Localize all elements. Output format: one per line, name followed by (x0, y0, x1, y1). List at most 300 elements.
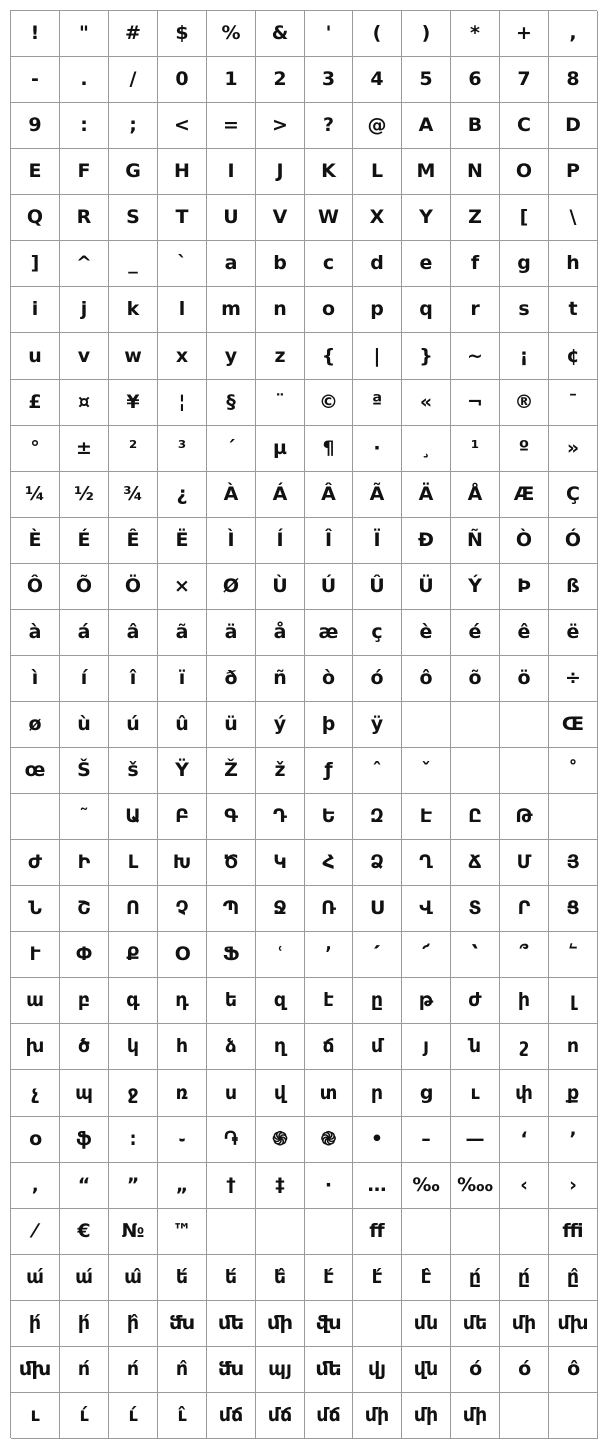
glyph-cell: Å (451, 472, 500, 518)
glyph-cell: Չ (158, 886, 207, 932)
glyph-cell: . (60, 57, 109, 103)
glyph-cell: ⁄ (11, 1209, 60, 1255)
glyph-cell: ﬖ (305, 1301, 353, 1347)
glyph-cell: Y (402, 195, 451, 241)
glyph-cell: z (256, 333, 305, 380)
glyph-cell: Յ (549, 840, 598, 886)
glyph-cell: մ (353, 1024, 402, 1070)
glyph-cell: 2 (256, 57, 305, 103)
glyph-cell: ﬔ (207, 1301, 256, 1347)
glyph-cell: ! (11, 11, 60, 57)
glyph-cell: վյ (353, 1347, 402, 1393)
glyph-cell: i (11, 287, 60, 333)
glyph-cell: է (305, 978, 353, 1024)
glyph-cell: ë (549, 610, 598, 656)
glyph-cell: ո́ (60, 1347, 109, 1393)
glyph-cell: Խ (158, 840, 207, 886)
glyph-cell: B (451, 103, 500, 149)
glyph-cell: օ (11, 1117, 60, 1163)
glyph-cell: ո (549, 1024, 598, 1070)
glyph-cell: ‘ (500, 1117, 549, 1163)
glyph-cell: J (256, 149, 305, 195)
glyph-cell: ¨ (256, 380, 305, 426)
glyph-cell: ի́ (60, 1301, 109, 1347)
glyph-cell (402, 702, 451, 748)
glyph-cell: մն (402, 1301, 451, 1347)
glyph-cell: Մ (500, 840, 549, 886)
glyph-cell: վն (402, 1347, 451, 1393)
glyph-cell: [ (500, 195, 549, 241)
glyph-cell: ւ (451, 1070, 500, 1117)
glyph-cell: ‰ (402, 1163, 451, 1209)
glyph-cell: Թ (500, 794, 549, 840)
glyph-cell: f (451, 241, 500, 287)
glyph-cell: մի (500, 1301, 549, 1347)
glyph-cell: P (549, 149, 598, 195)
glyph-cell: ~ (451, 333, 500, 380)
glyph-cell: $ (158, 11, 207, 57)
glyph-cell: ˜ (60, 794, 109, 840)
glyph-cell: Հ (305, 840, 353, 886)
glyph-cell: s (500, 287, 549, 333)
glyph-cell: — (451, 1117, 500, 1163)
glyph-cell: Ղ (402, 840, 451, 886)
glyph-cell: Օ (158, 932, 207, 978)
glyph-cell: k (109, 287, 158, 333)
glyph-cell: Ց (549, 886, 598, 932)
glyph-cell: ւ (11, 1393, 60, 1439)
glyph-cell: ø (11, 702, 60, 748)
glyph-cell: µ (256, 426, 305, 472)
glyph-cell: ‡ (256, 1163, 305, 1209)
glyph-cell: – (402, 1117, 451, 1163)
glyph-cell: Ռ (305, 886, 353, 932)
glyph-cell: þ (305, 702, 353, 748)
glyph-cell: ™ (158, 1209, 207, 1255)
glyph-cell: œ (11, 748, 60, 794)
glyph-cell: ¾ (109, 472, 158, 518)
glyph-cell (500, 1209, 549, 1255)
glyph-cell: Զ (353, 794, 402, 840)
glyph-cell: ƒ (305, 748, 353, 794)
glyph-cell: 3 (305, 57, 353, 103)
glyph-cell: Á (256, 472, 305, 518)
glyph-cell: × (158, 564, 207, 610)
glyph-cell: ր (353, 1070, 402, 1117)
glyph-cell: w (109, 333, 158, 380)
glyph-cell: > (256, 103, 305, 149)
glyph-cell: ո̂ (158, 1347, 207, 1393)
glyph-cell: Դ (256, 794, 305, 840)
glyph-cell: v (60, 333, 109, 380)
glyph-cell: ž (256, 748, 305, 794)
glyph-cell: r (451, 287, 500, 333)
glyph-cell: { (305, 333, 353, 380)
glyph-cell: ի (500, 978, 549, 1024)
glyph-cell: վ (256, 1070, 305, 1117)
glyph-cell: ñ (256, 656, 305, 702)
glyph-cell: ¥ (109, 380, 158, 426)
glyph-cell: ՚ (305, 932, 353, 978)
glyph-cell: Ù (256, 564, 305, 610)
glyph-cell: H (158, 149, 207, 195)
glyph-cell: Ø (207, 564, 256, 610)
glyph-cell: L (353, 149, 402, 195)
glyph-cell (451, 1209, 500, 1255)
glyph-cell: ð (207, 656, 256, 702)
glyph-cell: ։ (109, 1117, 158, 1163)
glyph-cell: G (109, 149, 158, 195)
glyph-cell: | (353, 333, 402, 380)
glyph-cell (305, 1209, 353, 1255)
glyph-cell: ¶ (305, 426, 353, 472)
glyph-cell: X (353, 195, 402, 241)
glyph-cell: … (353, 1163, 402, 1209)
glyph-cell: ՞ (500, 932, 549, 978)
glyph-cell: ï (158, 656, 207, 702)
glyph-cell: ը (353, 978, 402, 1024)
glyph-cell: Ժ (11, 840, 60, 886)
glyph-cell: ց (402, 1070, 451, 1117)
glyph-cell: Է (402, 794, 451, 840)
glyph-cell: տ (305, 1070, 353, 1117)
glyph-cell (549, 794, 598, 840)
glyph-cell: Ÿ (158, 748, 207, 794)
glyph-cell: Ë (158, 518, 207, 564)
glyph-cell: ճ (305, 1024, 353, 1070)
glyph-cell: ¹ (451, 426, 500, 472)
glyph-cell: է́ (305, 1255, 353, 1301)
glyph-cell: + (500, 11, 549, 57)
glyph-cell: M (402, 149, 451, 195)
glyph-cell: Ô (11, 564, 60, 610)
glyph-cell: @ (353, 103, 402, 149)
glyph-cell: Ը (451, 794, 500, 840)
glyph-cell: l (158, 287, 207, 333)
glyph-cell: մխ (549, 1301, 598, 1347)
glyph-cell: ° (11, 426, 60, 472)
glyph-cell: € (60, 1209, 109, 1255)
glyph-cell: ւ́ (60, 1393, 109, 1439)
glyph-cell: ա́ (11, 1255, 60, 1301)
glyph-cell: Ã (353, 472, 402, 518)
glyph-cell: Z (451, 195, 500, 241)
glyph-cell: մի (353, 1393, 402, 1439)
glyph-cell: é (451, 610, 500, 656)
glyph-cell: q (402, 287, 451, 333)
glyph-cell (256, 1209, 305, 1255)
glyph-cell: y (207, 333, 256, 380)
glyph-cell: á (60, 610, 109, 656)
glyph-cell: ՟ (549, 932, 598, 978)
glyph-cell: ˚ (549, 748, 598, 794)
glyph-cell: Բ (158, 794, 207, 840)
glyph-cell: ´ (207, 426, 256, 472)
glyph-cell: մի (451, 1393, 500, 1439)
glyph-cell: ( (353, 11, 402, 57)
glyph-cell: F (60, 149, 109, 195)
glyph-cell: զ (256, 978, 305, 1024)
glyph-cell: ) (402, 11, 451, 57)
glyph-cell: h (549, 241, 598, 287)
glyph-cell: ՜ (402, 932, 451, 978)
glyph-cell: š (109, 748, 158, 794)
glyph-cell: b (256, 241, 305, 287)
glyph-cell: Ո (109, 886, 158, 932)
glyph-cell: Լ (109, 840, 158, 886)
glyph-cell: Ձ (353, 840, 402, 886)
glyph-cell: Տ (451, 886, 500, 932)
glyph-cell: Ֆ (207, 932, 256, 978)
glyph-cell: « (402, 380, 451, 426)
glyph-cell: ² (109, 426, 158, 472)
glyph-cell: § (207, 380, 256, 426)
glyph-cell: Â (305, 472, 353, 518)
glyph-cell: փ (500, 1070, 549, 1117)
glyph-cell: ” (109, 1163, 158, 1209)
glyph-cell: Ü (402, 564, 451, 610)
glyph-cell: ¼ (11, 472, 60, 518)
glyph-cell: ù (60, 702, 109, 748)
glyph-cell: ± (60, 426, 109, 472)
glyph-cell: Ք (109, 932, 158, 978)
glyph-cell: Ç (549, 472, 598, 518)
glyph-cell: ˆ (353, 748, 402, 794)
glyph-cell: ռ (158, 1070, 207, 1117)
glyph-cell: “ (60, 1163, 109, 1209)
glyph-cell: Ա (109, 794, 158, 840)
glyph-cell: Գ (207, 794, 256, 840)
glyph-cell: ò (305, 656, 353, 702)
glyph-cell: Ž (207, 748, 256, 794)
glyph-cell: 5 (402, 57, 451, 103)
glyph-cell: Œ (549, 702, 598, 748)
glyph-cell: m (207, 287, 256, 333)
glyph-cell: Ր (500, 886, 549, 932)
glyph-cell: û (158, 702, 207, 748)
glyph-cell: u (11, 333, 60, 380)
glyph-cell: ¢ (549, 333, 598, 380)
glyph-cell: ‱ (451, 1163, 500, 1209)
glyph-cell: ß (549, 564, 598, 610)
glyph-cell: c (305, 241, 353, 287)
glyph-cell: ¤ (60, 380, 109, 426)
glyph-cell: ֏ (207, 1117, 256, 1163)
glyph-cell: Ö (109, 564, 158, 610)
glyph-cell: \ (549, 195, 598, 241)
glyph-cell: È (11, 518, 60, 564)
glyph-cell: ա́ (60, 1255, 109, 1301)
glyph-cell: T (158, 195, 207, 241)
glyph-cell: Q (11, 195, 60, 241)
glyph-cell: ֍ (256, 1117, 305, 1163)
glyph-cell: S (109, 195, 158, 241)
glyph-cell: 6 (451, 57, 500, 103)
glyph-cell: N (451, 149, 500, 195)
glyph-cell: j (60, 287, 109, 333)
glyph-cell: ﬗ (11, 1347, 60, 1393)
glyph-cell (353, 1301, 402, 1347)
glyph-cell: մճ (305, 1393, 353, 1439)
glyph-cell: ’ (549, 1117, 598, 1163)
glyph-cell: † (207, 1163, 256, 1209)
glyph-cell: ﬓ (158, 1301, 207, 1347)
glyph-cell: n (256, 287, 305, 333)
glyph-cell: â (109, 610, 158, 656)
glyph-cell: ç (353, 610, 402, 656)
glyph-cell: ե́ (207, 1255, 256, 1301)
glyph-cell: Ñ (451, 518, 500, 564)
glyph-cell: à (11, 610, 60, 656)
glyph-cell (11, 794, 60, 840)
glyph-cell: O (500, 149, 549, 195)
glyph-cell: ¯ (549, 380, 598, 426)
glyph-cell: Š (60, 748, 109, 794)
glyph-cell: գ (109, 978, 158, 1024)
glyph-cell: ª (353, 380, 402, 426)
glyph-cell: , (549, 11, 598, 57)
glyph-cell: É (60, 518, 109, 564)
glyph-cell: ì (11, 656, 60, 702)
glyph-cell: ý (256, 702, 305, 748)
glyph-cell: Ւ (11, 932, 60, 978)
glyph-cell: o (305, 287, 353, 333)
glyph-cell: մճ (207, 1393, 256, 1439)
glyph-cell: & (256, 11, 305, 57)
glyph-cell: : (60, 103, 109, 149)
glyph-cell: ½ (60, 472, 109, 518)
glyph-cell: ը́ (500, 1255, 549, 1301)
glyph-cell: ւ̂ (158, 1393, 207, 1439)
glyph-cell: K (305, 149, 353, 195)
glyph-cell: օ́ (451, 1347, 500, 1393)
glyph-cell: ' (305, 11, 353, 57)
glyph-cell: · (305, 1163, 353, 1209)
glyph-cell: ծ (60, 1024, 109, 1070)
glyph-cell (500, 748, 549, 794)
glyph-cell: 9 (11, 103, 60, 149)
glyph-cell: Փ (60, 932, 109, 978)
glyph-cell: V (256, 195, 305, 241)
glyph-cell: t (549, 287, 598, 333)
glyph-cell: ˇ (402, 748, 451, 794)
glyph-cell: 8 (549, 57, 598, 103)
glyph-cell: ‹ (500, 1163, 549, 1209)
glyph-cell: ÿ (353, 702, 402, 748)
glyph-cell: ս (207, 1070, 256, 1117)
glyph-cell: C (500, 103, 549, 149)
glyph-cell: í (60, 656, 109, 702)
glyph-cell: å (256, 610, 305, 656)
glyph-cell: է́ (353, 1255, 402, 1301)
glyph-cell: ա (11, 978, 60, 1024)
glyph-cell: խ (11, 1024, 60, 1070)
glyph-cell: ﬓ (207, 1347, 256, 1393)
glyph-cell (500, 702, 549, 748)
glyph-cell: ÷ (549, 656, 598, 702)
glyph-cell: օ́ (500, 1347, 549, 1393)
glyph-cell: ե̂ (256, 1255, 305, 1301)
glyph-cell: ‚ (11, 1163, 60, 1209)
glyph-cell: 7 (500, 57, 549, 103)
glyph-cell: շ (500, 1024, 549, 1070)
glyph-cell: Շ (60, 886, 109, 932)
glyph-cell: ` (158, 241, 207, 287)
glyph-cell: յ (402, 1024, 451, 1070)
glyph-cell: ê (500, 610, 549, 656)
glyph-cell: մի (402, 1393, 451, 1439)
glyph-cell: ﬃ (549, 1209, 598, 1255)
glyph-cell: ջ (109, 1070, 158, 1117)
glyph-cell: պյ (256, 1347, 305, 1393)
glyph-cell: „ (158, 1163, 207, 1209)
glyph-cell: ﬔ (305, 1347, 353, 1393)
glyph-cell: ՝ (451, 932, 500, 978)
glyph-cell: © (305, 380, 353, 426)
glyph-cell: î (109, 656, 158, 702)
glyph-cell: ի́ (11, 1301, 60, 1347)
glyph-cell: Ò (500, 518, 549, 564)
glyph-cell: ¦ (158, 380, 207, 426)
glyph-cell: E (11, 149, 60, 195)
glyph-cell: æ (305, 610, 353, 656)
glyph-cell: 4 (353, 57, 402, 103)
glyph-cell: ¬ (451, 380, 500, 426)
glyph-cell: ³ (158, 426, 207, 472)
glyph-cell: · (353, 426, 402, 472)
glyph-cell (207, 1209, 256, 1255)
glyph-cell (549, 1393, 598, 1439)
glyph-cell: ի̂ (109, 1301, 158, 1347)
glyph-cell: չ (11, 1070, 60, 1117)
glyph-cell: Æ (500, 472, 549, 518)
glyph-cell (451, 748, 500, 794)
glyph-cell: Ê (109, 518, 158, 564)
glyph-cell: W (305, 195, 353, 241)
glyph-cell (451, 702, 500, 748)
glyph-cell: õ (451, 656, 500, 702)
glyph-cell: Õ (60, 564, 109, 610)
glyph-cell: » (549, 426, 598, 472)
glyph-cell: Û (353, 564, 402, 610)
glyph-cell: ? (305, 103, 353, 149)
glyph-cell: ú (109, 702, 158, 748)
glyph-cell: A (402, 103, 451, 149)
glyph-cell: Þ (500, 564, 549, 610)
glyph-cell: # (109, 11, 158, 57)
glyph-cell: è (402, 610, 451, 656)
glyph-cell: º (500, 426, 549, 472)
glyph-cell: պ (60, 1070, 109, 1117)
glyph-cell (500, 1393, 549, 1439)
glyph-cell: ւ́ (109, 1393, 158, 1439)
glyph-cell: ե (207, 978, 256, 1024)
glyph-cell: ֊ (158, 1117, 207, 1163)
glyph-cell: ֆ (60, 1117, 109, 1163)
glyph-cell: £ (11, 380, 60, 426)
glyph-cell: ¿ (158, 472, 207, 518)
glyph-cell: * (451, 11, 500, 57)
glyph-cell: d (353, 241, 402, 287)
glyph-cell: Կ (256, 840, 305, 886)
glyph-cell: p (353, 287, 402, 333)
glyph-cell: g (500, 241, 549, 287)
glyph-cell: R (60, 195, 109, 241)
glyph-cell: ó (353, 656, 402, 702)
glyph-cell: ը́ (451, 1255, 500, 1301)
glyph-cell: Î (305, 518, 353, 564)
glyph-cell: թ (402, 978, 451, 1024)
